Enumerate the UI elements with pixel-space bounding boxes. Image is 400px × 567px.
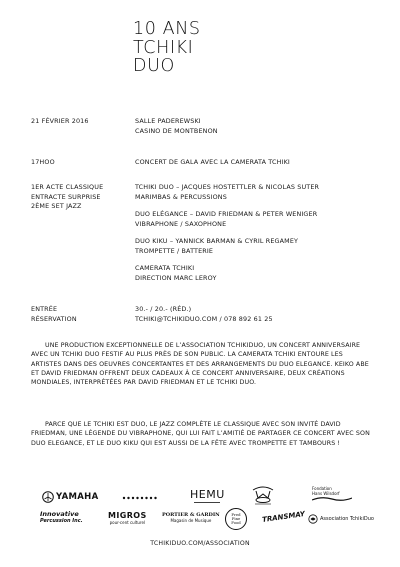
program-group-line: DIRECTION MARC LEROY: [135, 273, 217, 282]
fondation-wave-icon: [312, 496, 352, 502]
dotted-wordmark-icon: [122, 495, 158, 501]
venue-line-1: SALLE PADEREWSKI: [135, 117, 201, 125]
migros-logo: [108, 511, 147, 525]
program-group-line: DUO ELÉGANCE – DAVID FRIEDMAN & PETER WENIGER: [135, 210, 318, 218]
portier-gardin-logo: [162, 512, 220, 523]
fondation-line-1: Fondation: [312, 486, 332, 491]
crest-icon: [250, 484, 276, 506]
program-group: [135, 264, 217, 283]
event-date: 21 FÉVRIER 2016: [31, 117, 89, 125]
booking-label: RÉSERVATION: [31, 314, 77, 323]
booking-contact[interactable]: TCHIKI@TCHIKIDUO.COM / 078 892 61 25: [135, 314, 273, 323]
event-time: 17HOO: [31, 158, 55, 166]
fred-line-3: Food: [231, 520, 241, 526]
program-acts: [31, 183, 103, 212]
concert-title: CONCERT DE GALA AVEC LA CAMERATA TCHIKI: [135, 158, 290, 166]
fondation-logo: [312, 486, 352, 502]
hemu-wordmark: HEMU: [190, 488, 225, 501]
info-values: [135, 305, 273, 324]
event-venue: [135, 117, 218, 136]
fred-line-2: Fine: [231, 515, 241, 521]
program-group: [135, 237, 298, 256]
program-group: [135, 210, 317, 229]
program-act: ENTRACTE SURPRISE: [31, 192, 101, 201]
association-tchikiduo-logo: [308, 514, 374, 524]
yamaha-tuning-fork-icon: [42, 491, 54, 503]
yamaha-logo: [42, 491, 98, 503]
sponsor-logos-row-2: [40, 508, 374, 532]
description-paragraph-1: [31, 341, 371, 387]
innovative-line-2: Percussion Inc.: [40, 518, 83, 524]
transmay-logo: [261, 510, 306, 524]
info-labels: [31, 305, 77, 324]
venue-line-2: CASINO DE MONTBENON: [135, 126, 218, 135]
innovative-percussion-logo: [40, 511, 83, 524]
entry-label: ENTRÉE: [31, 305, 58, 313]
migros-wordmark: MIGROS: [108, 511, 147, 520]
hemu-underline-icon: [194, 501, 220, 504]
program-group: [135, 183, 319, 202]
description-paragraph-2: [31, 420, 371, 448]
migros-tagline: pour-cent culturel: [109, 520, 146, 525]
poster-title: [133, 20, 201, 76]
program-group-line: DUO KIKU – YANNICK BARMAN & CYRIL REGAMEY: [135, 237, 299, 245]
sponsor-logos-row-1: [40, 484, 360, 508]
fred-fine-food-logo: [225, 508, 247, 530]
fred-badge-icon: [225, 508, 247, 530]
paragraph-text: PARCE QUE LE TCHIKI EST DUO, LE JAZZ COMPLÈTE LE CLASSIQUE AVEC SON INVITÉ DAVID FRIEDMAN, UNE LÉGENDE DU VIBRAPHONE, QUI LUI FAIT L’AMITIÉ DE PARTAGER CE CONCERT AVEC SON DUO ELEGANCE, ET LE DUO KIKU QUI EST AUSSI DE LA FÊTE AVEC TROMPETTE ET TAMBOURS !: [31, 421, 370, 447]
footer-url-link[interactable]: TCHIKIDUO.COM/ASSOCIATION: [150, 540, 250, 547]
program-group-line: CAMERATA TCHIKI: [135, 264, 195, 272]
yamaha-wordmark: YAMAHA: [56, 492, 99, 502]
program-group-line: MARIMBAS & PERCUSSIONS: [135, 192, 227, 201]
title-line-3: DUO: [133, 56, 175, 76]
hemu-logo: [190, 488, 225, 504]
program-act: 1ER ACTE CLASSIQUE: [31, 183, 104, 191]
entry-price: 30.- / 20.- (RÉD.): [135, 305, 192, 313]
program-group-line: VIBRAPHONE / SAXOPHONE: [135, 219, 227, 228]
portier-tagline: Magasin de Musique: [170, 518, 212, 523]
crest-logo: [250, 484, 276, 506]
program-group-line: TCHIKI DUO – JACQUES HOSTETTLER & NICOLAS SUTER: [135, 183, 320, 191]
program-group-line: TROMPETTE / BATTERIE: [135, 246, 214, 255]
tchikiduo-symbol-icon: [308, 514, 318, 524]
title-line-1: 10 ANS: [133, 19, 201, 39]
title-line-2: TCHIKI: [133, 37, 194, 58]
paragraph-text: UNE PRODUCTION EXCEPTIONNELLE DE L’ASSOCIATION TCHIKIDUO, UN CONCERT ANNIVERSAIRE AVEC UN TCHIKI DUO FESTIF AU PLUS PRÈS DE SON PUBLIC. LA CAMERATA TCHIKI ENTOURE LES ARTISTES DANS DES OEUVRES CONCERTANTES ET DES ARRANGEMENTS DU DUO ELEGANCE. KEIKO ABE ET DAVID FRIEDMAN OFFRENT DEUX CADEAUX À CE CONCERT ANNIVERSAIRE, DEUX CRÉATIONS MONDIALES, INTERPRÉTÉES PAR DAVID FRIEDMAN ET LE TCHIKI DUO.: [31, 342, 369, 387]
transmay-wordmark: TRANSMAY: [261, 510, 306, 524]
dotted-wordmark-logo: [122, 495, 158, 501]
portier-wordmark: PORTIER & GARDIN: [162, 512, 220, 518]
innovative-line-1: Innovative: [40, 510, 79, 518]
fred-line-1: Fred: [231, 511, 241, 517]
program-act: 2ÈME SET JAZZ: [31, 202, 82, 211]
fondation-line-2: Hans Wilsdorf: [312, 491, 340, 496]
association-wordmark: Association TchikiDuo: [320, 516, 374, 522]
